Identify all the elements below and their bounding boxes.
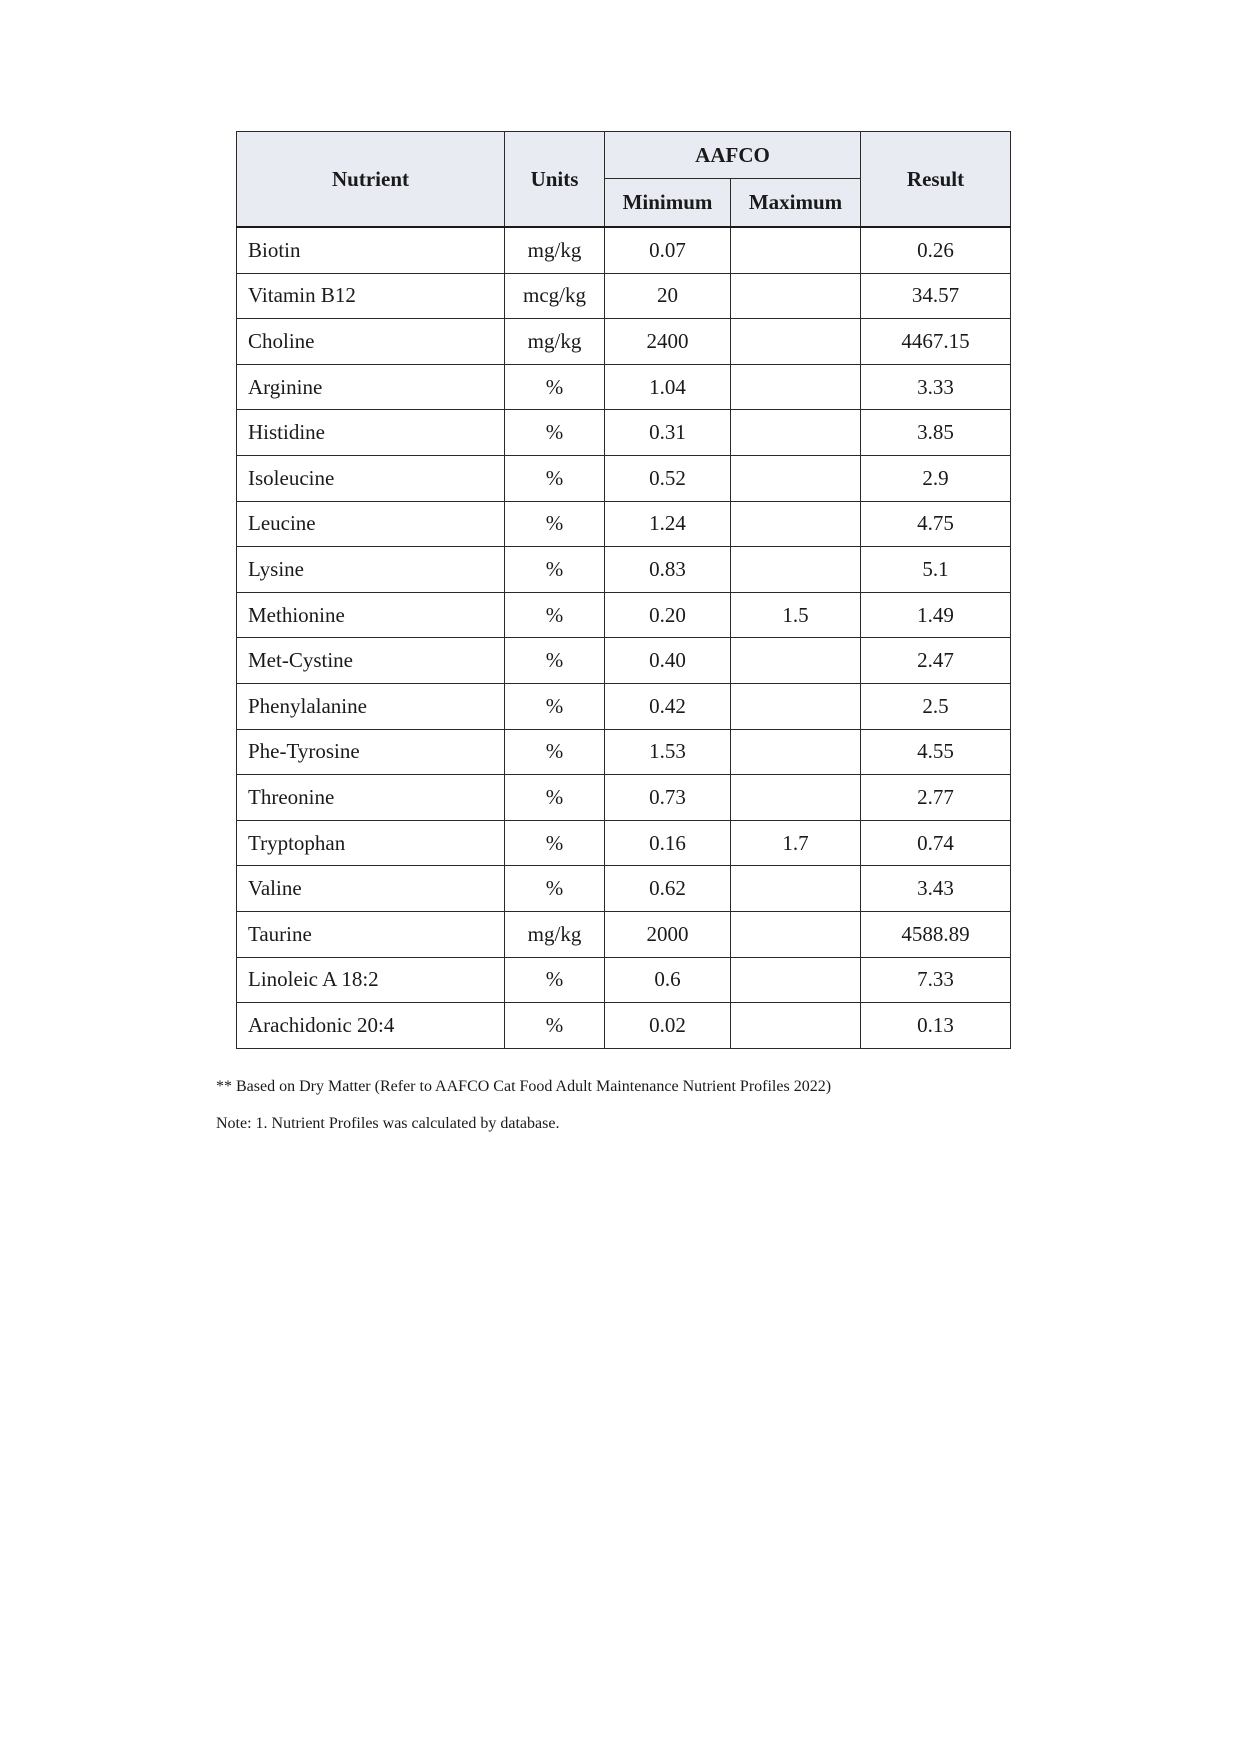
cell-nutrient: Phenylalanine [237, 683, 505, 729]
cell-maximum [731, 1003, 861, 1049]
cell-result: 4588.89 [861, 911, 1011, 957]
cell-nutrient: Arachidonic 20:4 [237, 1003, 505, 1049]
cell-minimum: 1.04 [605, 364, 731, 410]
table-row [237, 683, 1011, 729]
cell-result: 3.33 [861, 364, 1011, 410]
cell-maximum [731, 547, 861, 593]
cell-minimum: 0.31 [605, 410, 731, 456]
cell-maximum [731, 911, 861, 957]
cell-units: % [505, 1003, 605, 1049]
cell-maximum: 1.5 [731, 592, 861, 638]
cell-nutrient: Vitamin B12 [237, 273, 505, 319]
cell-units: % [505, 547, 605, 593]
cell-units: mcg/kg [505, 273, 605, 319]
cell-units: % [505, 592, 605, 638]
cell-result: 5.1 [861, 547, 1011, 593]
cell-units: mg/kg [505, 319, 605, 365]
cell-minimum: 0.83 [605, 547, 731, 593]
header-units: Units [505, 132, 605, 228]
cell-result: 34.57 [861, 273, 1011, 319]
cell-result: 0.26 [861, 227, 1011, 273]
cell-maximum [731, 501, 861, 547]
cell-result: 2.5 [861, 683, 1011, 729]
cell-minimum: 2400 [605, 319, 731, 365]
cell-nutrient: Methionine [237, 592, 505, 638]
header-minimum: Minimum [605, 179, 731, 228]
table-row [237, 592, 1011, 638]
cell-maximum [731, 410, 861, 456]
cell-result: 4467.15 [861, 319, 1011, 365]
cell-minimum: 0.62 [605, 866, 731, 912]
cell-units: % [505, 729, 605, 775]
cell-nutrient: Histidine [237, 410, 505, 456]
cell-maximum [731, 319, 861, 365]
table-row [237, 638, 1011, 684]
cell-minimum: 0.52 [605, 455, 731, 501]
cell-minimum: 2000 [605, 911, 731, 957]
table-row [237, 820, 1011, 866]
table-row [237, 775, 1011, 821]
cell-minimum: 20 [605, 273, 731, 319]
cell-maximum [731, 455, 861, 501]
header-nutrient: Nutrient [237, 132, 505, 228]
cell-units: % [505, 410, 605, 456]
cell-units: % [505, 364, 605, 410]
cell-nutrient: Taurine [237, 911, 505, 957]
table-row [237, 227, 1011, 273]
cell-minimum: 0.16 [605, 820, 731, 866]
cell-units: % [505, 638, 605, 684]
cell-result: 4.55 [861, 729, 1011, 775]
cell-maximum [731, 273, 861, 319]
table-row [237, 729, 1011, 775]
table-row [237, 547, 1011, 593]
cell-nutrient: Threonine [237, 775, 505, 821]
header-maximum: Maximum [731, 179, 861, 228]
cell-nutrient: Choline [237, 319, 505, 365]
cell-units: % [505, 455, 605, 501]
table-row [237, 364, 1011, 410]
table-row [237, 273, 1011, 319]
cell-units: % [505, 820, 605, 866]
cell-result: 0.13 [861, 1003, 1011, 1049]
cell-nutrient: Lysine [237, 547, 505, 593]
cell-result: 2.77 [861, 775, 1011, 821]
cell-nutrient: Isoleucine [237, 455, 505, 501]
cell-result: 3.85 [861, 410, 1011, 456]
cell-result: 2.9 [861, 455, 1011, 501]
cell-nutrient: Arginine [237, 364, 505, 410]
cell-result: 0.74 [861, 820, 1011, 866]
cell-units: % [505, 683, 605, 729]
cell-maximum: 1.7 [731, 820, 861, 866]
table-row [237, 501, 1011, 547]
cell-minimum: 0.73 [605, 775, 731, 821]
table-row [237, 866, 1011, 912]
cell-nutrient: Phe-Tyrosine [237, 729, 505, 775]
cell-minimum: 0.6 [605, 957, 731, 1003]
cell-nutrient: Leucine [237, 501, 505, 547]
nutrient-table [236, 131, 1011, 1049]
cell-nutrient: Tryptophan [237, 820, 505, 866]
table-row [237, 455, 1011, 501]
cell-units: mg/kg [505, 227, 605, 273]
cell-maximum [731, 866, 861, 912]
cell-nutrient: Linoleic A 18:2 [237, 957, 505, 1003]
cell-maximum [731, 729, 861, 775]
cell-minimum: 0.20 [605, 592, 731, 638]
cell-nutrient: Biotin [237, 227, 505, 273]
cell-maximum [731, 683, 861, 729]
cell-maximum [731, 775, 861, 821]
cell-minimum: 1.53 [605, 729, 731, 775]
cell-units: % [505, 866, 605, 912]
cell-maximum [731, 957, 861, 1003]
cell-result: 3.43 [861, 866, 1011, 912]
table-row [237, 410, 1011, 456]
table-row [237, 911, 1011, 957]
cell-units: % [505, 501, 605, 547]
header-aafco: AAFCO [605, 132, 861, 179]
footnote-basis: ** Based on Dry Matter (Refer to AAFCO Cat Food Adult Maintenance Nutrient Profiles 2022) [216, 1078, 832, 1095]
cell-units: % [505, 775, 605, 821]
cell-result: 1.49 [861, 592, 1011, 638]
cell-maximum [731, 364, 861, 410]
cell-minimum: 1.24 [605, 501, 731, 547]
cell-result: 2.47 [861, 638, 1011, 684]
cell-maximum [731, 638, 861, 684]
footnote-note: Note: 1. Nutrient Profiles was calculated by database. [216, 1115, 560, 1132]
table-body [237, 227, 1011, 1048]
cell-minimum: 0.02 [605, 1003, 731, 1049]
table-header [237, 132, 1011, 228]
header-result: Result [861, 132, 1011, 228]
cell-minimum: 0.42 [605, 683, 731, 729]
cell-minimum: 0.40 [605, 638, 731, 684]
cell-units: % [505, 957, 605, 1003]
cell-maximum [731, 227, 861, 273]
cell-nutrient: Met-Cystine [237, 638, 505, 684]
cell-result: 7.33 [861, 957, 1011, 1003]
cell-minimum: 0.07 [605, 227, 731, 273]
table-row [237, 957, 1011, 1003]
cell-nutrient: Valine [237, 866, 505, 912]
table-row [237, 1003, 1011, 1049]
cell-units: mg/kg [505, 911, 605, 957]
table-row [237, 319, 1011, 365]
cell-result: 4.75 [861, 501, 1011, 547]
